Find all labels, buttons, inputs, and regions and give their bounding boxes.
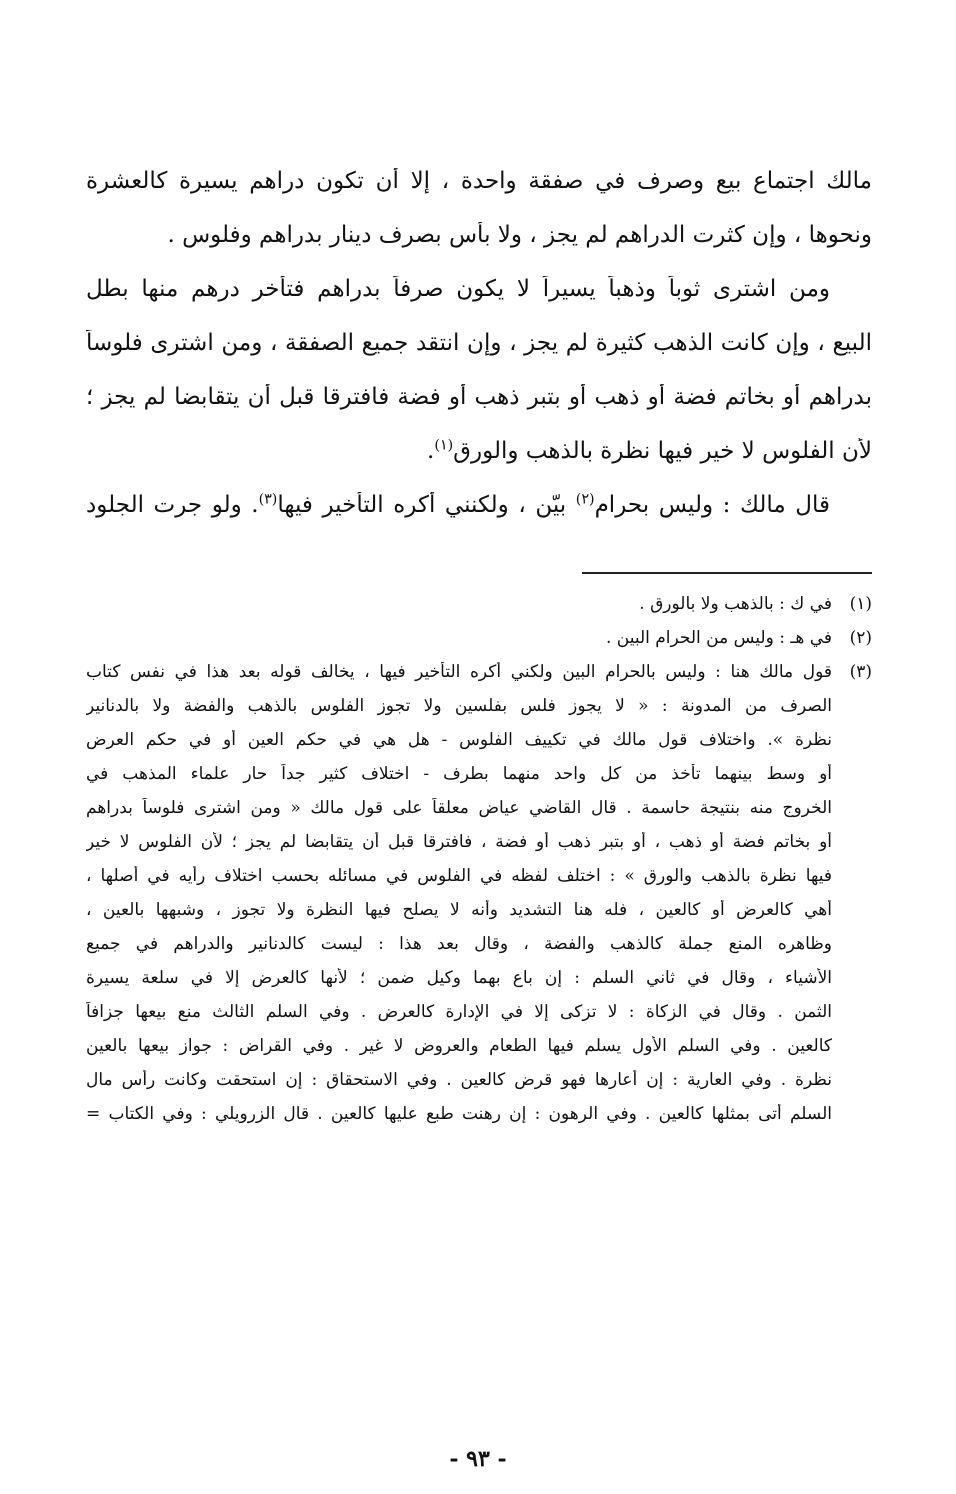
footnote-line: أهي كالعرض أو كالعين ، فله هنا التشديد وأنه لا يصلح فيها النظرة ولا تجوز ، وشبهها بالعين ، — [86, 900, 832, 920]
paragraph-1 — [86, 168, 872, 276]
footnote-line: أو بخاتم فضة أو ذهب ، أو بتبر ذهب أو فضة ، فافترقا قبل أن يتقابضا لم يجز ؛ لأن الفلوس لا خير — [86, 832, 832, 852]
footnote-2 — [86, 628, 872, 662]
footnote-line: الصرف من المدونة : « لا يجوز فلس بفلسين ولا تجوز الفلوس بالذهب والفضة ولا بالدنانير — [86, 696, 832, 716]
footnote-reference[interactable]: (٢) — [575, 492, 595, 508]
paragraph-3 — [86, 492, 872, 546]
text-line: بدراهم أو بخاتم فضة أو ذهب أو بتبر ذهب أو فضة فافترقا قبل أن يتقابضا لم يجز ؛ — [86, 384, 872, 410]
footnote-number: (٣) — [849, 662, 872, 682]
text-line: ونحوها ، وإن كثرت الدراهم لم يجز ، ولا بأس بصرف دينار بدراهم وفلوس . — [167, 222, 872, 248]
footnote-line: قول مالك هنا : وليس بالحرام البين ولكني أكره التأخير فيها ، يخالف قوله بعد هذا في نفس كتاب — [86, 662, 832, 682]
main-text — [86, 168, 872, 546]
footnote-line: الأشياء ، وقال في ثاني السلم : إن باع بهما وكيل ضمن ؛ لأنها كالعرض إلا في سلعة يسيرة — [86, 968, 832, 988]
page-number: - ٩٣ - — [449, 1446, 507, 1472]
paragraph-2 — [86, 276, 872, 492]
footnote-separator — [582, 572, 872, 574]
footnotes — [86, 594, 872, 1138]
text-line: مالك اجتماع بيع وصرف في صفقة واحدة ، إلا أن تكون دراهم يسيرة كالعشرة — [86, 168, 872, 194]
footnote-number: (١) — [849, 594, 872, 614]
line-text: بيّن ، ولكنني أكره التأخير فيها — [277, 492, 576, 518]
line-text: قال مالك : وليس بحرام — [594, 492, 830, 518]
footnote-line: نظرة . وفي العارية : إن أعارها فهو قرض كالعين . وفي الاستحقاق : إن استحقت وكانت رأس مال — [86, 1070, 832, 1090]
footnote-line: الثمن . وقال في الزكاة : لا تزكى إلا في الإدارة كالعرض . وفي السلم الثالث منع بيعها جزافاً — [86, 1002, 832, 1022]
text-line: البيع ، وإن كانت الذهب كثيرة لم يجز ، وإن انتقد جميع الصفقة ، ومن اشترى فلوساً — [86, 330, 872, 356]
footnote-line: السلم أتى بمثلها كالعين . وفي الرهون : إن رهنت طبع عليها كالعين . قال الزرويلي : وفي الكتاب = — [86, 1104, 832, 1124]
text-line — [86, 492, 872, 546]
text-line: ومن اشترى ثوباً وذهباً يسيراً لا يكون صرفاً بدراهم فتأخر درهم منها بطل — [86, 276, 830, 302]
line-end: . — [427, 438, 435, 464]
footnote-line: أو وسط بينهما تأخذ من كل واحد منهما بطرف - اختلاف كثير جداً حار علماء المذهب في — [86, 764, 832, 784]
text-line — [86, 438, 872, 492]
footnote-line: وظاهره المنع جملة كالذهب والفضة ، وقال بعد هذا : ليست كالدنانير والدراهم في جميع — [86, 934, 832, 954]
footnote-line: الخروج منه بنتيجة حاسمة . قال القاضي عياض معلقاً على قول مالك « ومن اشترى فلوساً بدراهم — [86, 798, 832, 818]
footnote-number: (٢) — [849, 628, 872, 648]
footnote-line: كالعين . وفي السلم الأول يسلم فيها الطعام والعروض لا غير . وفي القراض : جواز بيعها بالعين — [86, 1036, 832, 1056]
footnote-3 — [86, 662, 872, 1138]
footnote-line: نظرة ». واختلاف قول مالك في تكييف الفلوس - هل هي في حكم العين أو في حكم العرض — [86, 730, 832, 750]
line-text: . ولو جرت الجلود — [86, 492, 259, 518]
footnote-1 — [86, 594, 872, 628]
footnote-line: في هـ : وليس من الحرام البين . — [605, 628, 832, 648]
footnote-reference[interactable]: (٣) — [258, 492, 278, 508]
line-text: لأن الفلوس لا خير فيها نظرة بالذهب والورق — [453, 438, 872, 464]
footnote-reference[interactable]: (١) — [434, 438, 454, 454]
footnote-line: فيها نظرة بالذهب والورق » : اختلف لفظه في الفلوس في مسائله بحسب اختلاف رأيه في أصلها ، — [86, 866, 832, 886]
footnote-line: في ك : بالذهب ولا بالورق . — [639, 594, 832, 614]
